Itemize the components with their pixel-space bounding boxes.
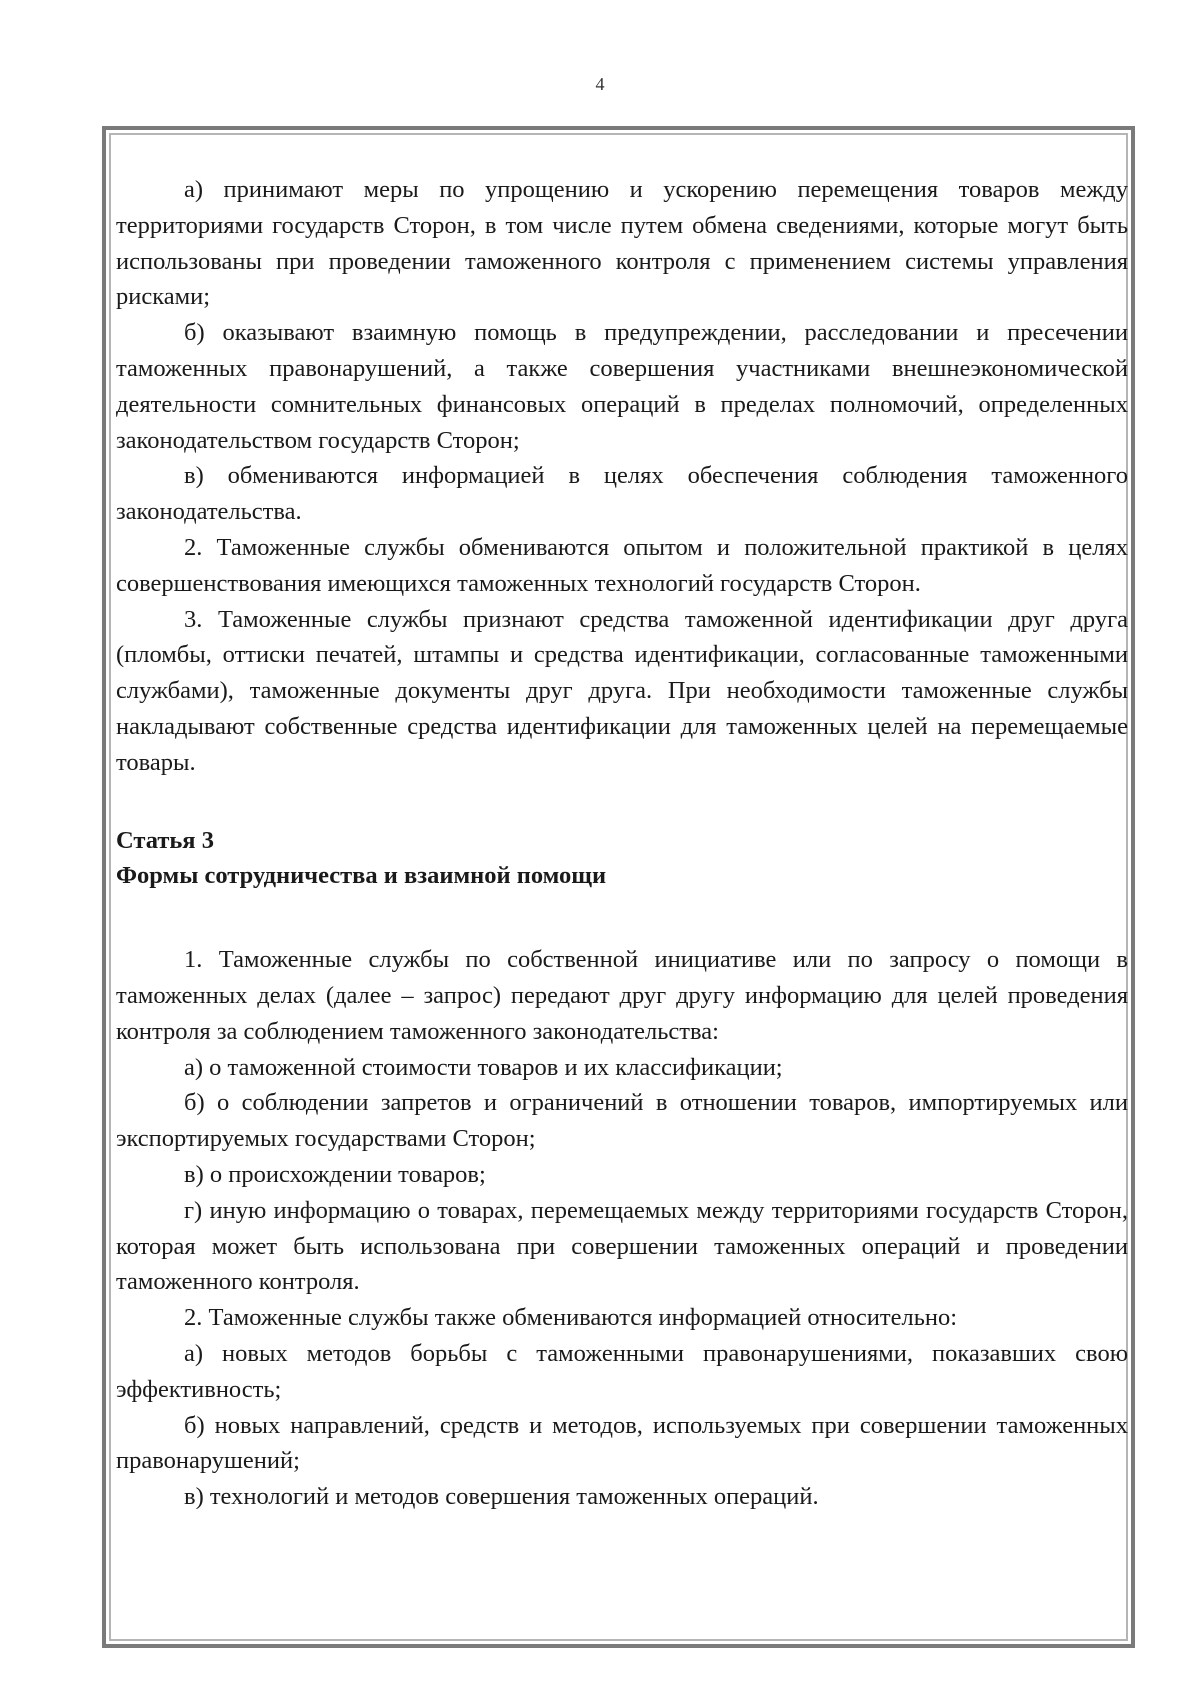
article-title: Формы сотрудничества и взаимной помощи xyxy=(116,862,607,890)
document-body xyxy=(116,172,1128,1515)
list-item-prohibitions: б) о соблюдении запретов и ограничений в отношении товаров, импортируемых или экспортируемых государствами Сторон; xyxy=(116,1089,1128,1153)
list-item-new-methods: а) новых методов борьбы с таможенными правонарушениями, показавших свою эффективность; xyxy=(116,1339,1128,1403)
article-heading xyxy=(116,823,1128,895)
paragraph-3-identification-means: 3. Таможенные службы признают средства таможенной идентификации друг друга (пломбы, оттиски печатей, штампы и средства идентификации, согласованные таможенными службами), таможенные документы друг друга. При необходимости таможенные службы накладывают собственные средства идентификации для таможенных целей на перемещаемые товары. xyxy=(116,605,1128,776)
list-item-origin: в) о происхождении товаров; xyxy=(184,1160,486,1188)
list-item-customs-value: а) о таможенной стоимости товаров и их классификации; xyxy=(184,1053,783,1081)
article-number: Статья 3 xyxy=(116,826,214,854)
list-item-technologies: в) технологий и методов совершения таможенных операций. xyxy=(184,1483,819,1511)
page-number: 4 xyxy=(595,74,605,94)
list-item-other-information: г) иную информацию о товарах, перемещаемых между территориями государств Сторон, которая может быть использована при совершении таможенных операций и проведении таможенного контроля. xyxy=(116,1196,1128,1296)
paragraph-2-experience-exchange: 2. Таможенные службы обмениваются опытом и положительной практикой в целях совершенствования имеющихся таможенных технологий государств Сторон. xyxy=(116,533,1128,597)
paragraph-v-information-exchange: в) обмениваются информацией в целях обеспечения соблюдения таможенного законодательства. xyxy=(116,462,1128,526)
list-item-new-directions: б) новых направлений, средств и методов, используемых при совершении таможенных правонарушений; xyxy=(116,1411,1128,1475)
paragraph-b-mutual-assistance: б) оказывают взаимную помощь в предупреждении, расследовании и пресечении таможенных правонарушений, а также совершения участниками внешнеэкономической деятельности сомнительных финансовых операций в пределах полномочий, определенных законодательством государств Сторон; xyxy=(116,319,1128,454)
paragraph-a-measures: а) принимают меры по упрощению и ускорению перемещения товаров между территориями государств Сторон, в том числе путем обмена сведениями, которые могут быть использованы при проведении таможенного контроля с применением системы управления рисками; xyxy=(116,176,1128,311)
paragraph-1-information-transfer: 1. Таможенные службы по собственной инициативе или по запросу о помощи в таможенных делах (далее – запрос) передают друг другу информацию для целей проведения контроля за соблюдением таможенного законодательства: xyxy=(116,946,1128,1045)
paragraph-2-information-regarding: 2. Таможенные службы также обмениваются информацией относительно: xyxy=(184,1304,958,1332)
